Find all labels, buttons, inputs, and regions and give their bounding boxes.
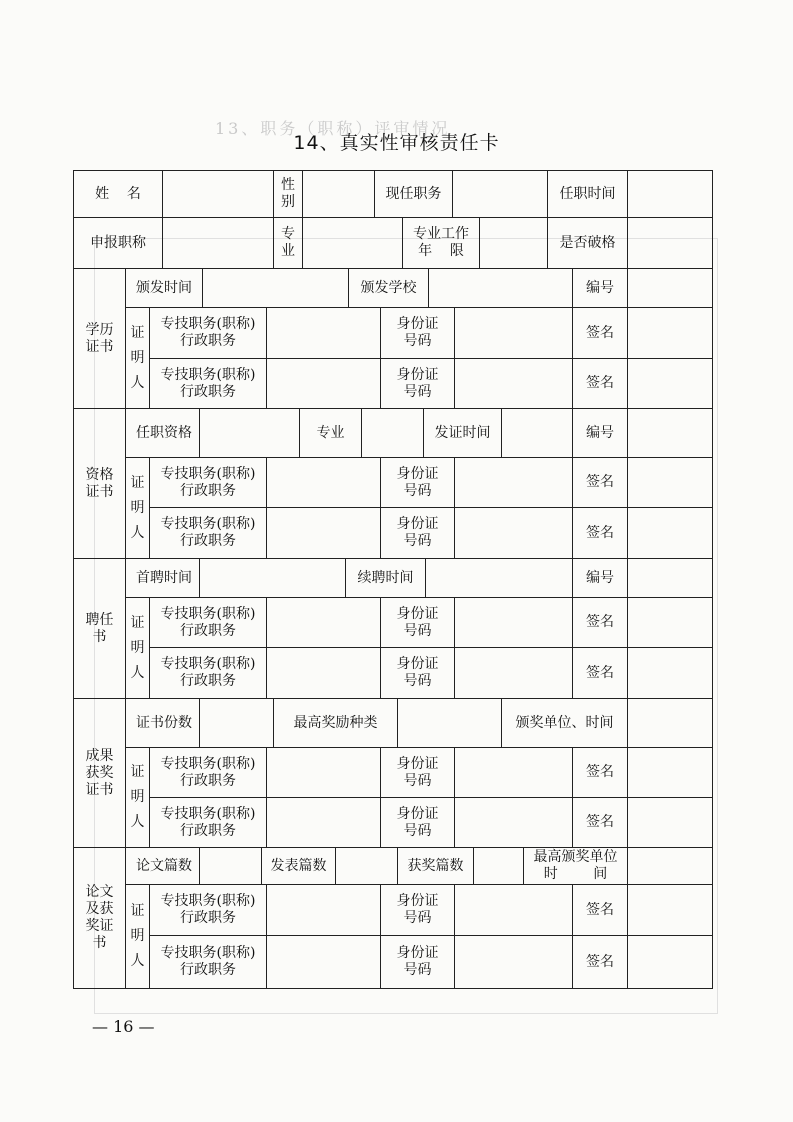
paper-witness1-sign-label: 签名: [572, 884, 628, 936]
gender-field[interactable]: [302, 170, 375, 218]
qual-witness1-sign-field[interactable]: [627, 457, 713, 508]
edu-witness1-sign-field[interactable]: [627, 307, 713, 359]
qual-witness2-post-field[interactable]: [266, 507, 381, 559]
award-witness2-sign-label: 签名: [572, 797, 628, 848]
work-years-label: 专业工作 年 限: [402, 217, 480, 269]
award-witness1-sign-field[interactable]: [627, 747, 713, 798]
qual-witness1-id-field[interactable]: [454, 457, 573, 508]
qual-witness2-post-label: 专技职务(职称) 行政职务: [149, 507, 267, 559]
appoint-witness1-post-label: 专技职务(职称) 行政职务: [149, 597, 267, 648]
appoint-renew-time-field[interactable]: [425, 558, 573, 598]
award-witness2-post-field[interactable]: [266, 797, 381, 848]
paper-witness1-sign-field[interactable]: [627, 884, 713, 936]
paper-witness2-sign-label: 签名: [572, 935, 628, 989]
paper-section-label: 论文及获奖证书: [73, 847, 126, 989]
edu-section-label: 学历证书: [73, 268, 126, 409]
qual-witness2-id-field[interactable]: [454, 507, 573, 559]
current-post-field[interactable]: [452, 170, 548, 218]
qual-qualification-label: 任职资格: [125, 408, 200, 458]
award-witness1-id-field[interactable]: [454, 747, 573, 798]
paper-count-label: 论文篇数: [125, 847, 200, 885]
qual-section-label: 资格证书: [73, 408, 126, 559]
appoint-time-field[interactable]: [627, 170, 713, 218]
appoint-witness1-post-field[interactable]: [266, 597, 381, 648]
award-witness2-id-label: 身份证 号码: [380, 797, 455, 848]
paper-witness2-sign-field[interactable]: [627, 935, 713, 989]
bleed-through-text: 13、职务（职称）评审情况: [215, 119, 451, 138]
award-witness2-id-field[interactable]: [454, 797, 573, 848]
qual-witness2-sign-label: 签名: [572, 507, 628, 559]
appoint-renew-time-label: 续聘时间: [345, 558, 426, 598]
edu-witness1-id-label: 身份证 号码: [380, 307, 455, 359]
qual-number-field[interactable]: [627, 408, 713, 458]
award-unit-time-label: 颁奖单位、时间: [501, 698, 628, 748]
gender-label: 性别: [273, 170, 303, 218]
award-witness-label: 证明人: [125, 747, 150, 848]
edu-witness2-post-label: 专技职务(职称) 行政职务: [149, 358, 267, 409]
paper-top-unit-label: 最高颁奖单位 时 间: [523, 847, 628, 885]
paper-witness1-id-label: 身份证 号码: [380, 884, 455, 936]
qual-witness1-post-field[interactable]: [266, 457, 381, 508]
edu-witness2-id-field[interactable]: [454, 358, 573, 409]
award-witness1-id-label: 身份证 号码: [380, 747, 455, 798]
apply-title-label: 申报职称: [73, 217, 163, 269]
appoint-number-label: 编号: [572, 558, 628, 598]
qual-qualification-field[interactable]: [199, 408, 300, 458]
qual-witness2-id-label: 身份证 号码: [380, 507, 455, 559]
paper-witness2-id-field[interactable]: [454, 935, 573, 989]
exceptional-field[interactable]: [627, 217, 713, 269]
appoint-section-label: 聘任书: [73, 558, 126, 699]
qual-major-field[interactable]: [361, 408, 424, 458]
paper-top-unit-field[interactable]: [627, 847, 713, 885]
major-label: 专业: [273, 217, 303, 269]
edu-issue-school-label: 颁发学校: [348, 268, 429, 308]
paper-witness1-post-label: 专技职务(职称) 行政职务: [149, 884, 267, 936]
appoint-witness1-sign-label: 签名: [572, 597, 628, 648]
qual-witness-label: 证明人: [125, 457, 150, 559]
apply-title-field[interactable]: [162, 217, 274, 269]
paper-publish-count-field[interactable]: [335, 847, 398, 885]
appoint-witness2-post-label: 专技职务(职称) 行政职务: [149, 647, 267, 699]
award-witness1-post-field[interactable]: [266, 747, 381, 798]
edu-number-label: 编号: [572, 268, 628, 308]
award-top-award-field[interactable]: [397, 698, 502, 748]
work-years-field[interactable]: [479, 217, 548, 269]
paper-publish-count-label: 发表篇数: [261, 847, 336, 885]
qual-witness2-sign-field[interactable]: [627, 507, 713, 559]
edu-issue-time-field[interactable]: [202, 268, 349, 308]
appoint-witness2-post-field[interactable]: [266, 647, 381, 699]
paper-witness1-post-field[interactable]: [266, 884, 381, 936]
appoint-first-time-label: 首聘时间: [125, 558, 200, 598]
award-witness1-post-label: 专技职务(职称) 行政职务: [149, 747, 267, 798]
appoint-witness2-sign-field[interactable]: [627, 647, 713, 699]
edu-witness2-post-field[interactable]: [266, 358, 381, 409]
appoint-witness2-id-field[interactable]: [454, 647, 573, 699]
edu-witness2-sign-field[interactable]: [627, 358, 713, 409]
qual-number-label: 编号: [572, 408, 628, 458]
edu-issue-time-label: 颁发时间: [125, 268, 203, 308]
name-label: 姓 名: [73, 170, 163, 218]
edu-witness1-post-field[interactable]: [266, 307, 381, 359]
appoint-first-time-field[interactable]: [199, 558, 346, 598]
edu-witness1-id-field[interactable]: [454, 307, 573, 359]
paper-award-count-label: 获奖篇数: [397, 847, 474, 885]
paper-witness2-id-label: 身份证 号码: [380, 935, 455, 989]
appoint-witness2-sign-label: 签名: [572, 647, 628, 699]
edu-witness2-sign-label: 签名: [572, 358, 628, 409]
qual-issue-date-field[interactable]: [501, 408, 573, 458]
appoint-witness1-id-label: 身份证 号码: [380, 597, 455, 648]
edu-witness2-id-label: 身份证 号码: [380, 358, 455, 409]
award-cert-count-label: 证书份数: [125, 698, 200, 748]
qual-witness1-id-label: 身份证 号码: [380, 457, 455, 508]
edu-witness1-post-label: 专技职务(职称) 行政职务: [149, 307, 267, 359]
name-field[interactable]: [162, 170, 274, 218]
page-number: — 16 —: [92, 1017, 155, 1036]
qual-issue-date-label: 发证时间: [423, 408, 502, 458]
page-title: 14、真实性审核责任卡: [293, 132, 500, 154]
qual-major-label: 专业: [299, 408, 362, 458]
paper-award-count-field[interactable]: [473, 847, 524, 885]
award-top-award-label: 最高奖励种类: [273, 698, 398, 748]
appoint-number-field[interactable]: [627, 558, 713, 598]
current-post-label: 现任职务: [374, 170, 453, 218]
award-witness2-post-label: 专技职务(职称) 行政职务: [149, 797, 267, 848]
qual-witness1-sign-label: 签名: [572, 457, 628, 508]
paper-witness-label: 证明人: [125, 884, 150, 989]
edu-issue-school-field[interactable]: [428, 268, 573, 308]
award-cert-count-field[interactable]: [199, 698, 274, 748]
major-field[interactable]: [302, 217, 403, 269]
paper-count-field[interactable]: [199, 847, 262, 885]
award-unit-time-field[interactable]: [627, 698, 713, 748]
edu-witness1-sign-label: 签名: [572, 307, 628, 359]
appoint-witness-label: 证明人: [125, 597, 150, 699]
qual-witness1-post-label: 专技职务(职称) 行政职务: [149, 457, 267, 508]
award-witness1-sign-label: 签名: [572, 747, 628, 798]
appoint-witness2-id-label: 身份证 号码: [380, 647, 455, 699]
exceptional-label: 是否破格: [547, 217, 628, 269]
paper-witness2-post-label: 专技职务(职称) 行政职务: [149, 935, 267, 989]
award-witness2-sign-field[interactable]: [627, 797, 713, 848]
appoint-witness1-id-field[interactable]: [454, 597, 573, 648]
edu-witness-label: 证明人: [125, 307, 150, 409]
edu-number-field[interactable]: [627, 268, 713, 308]
appoint-witness1-sign-field[interactable]: [627, 597, 713, 648]
award-section-label: 成果获奖证书: [73, 698, 126, 848]
paper-witness1-id-field[interactable]: [454, 884, 573, 936]
paper-witness2-post-field[interactable]: [266, 935, 381, 989]
appoint-time-label: 任职时间: [547, 170, 628, 218]
